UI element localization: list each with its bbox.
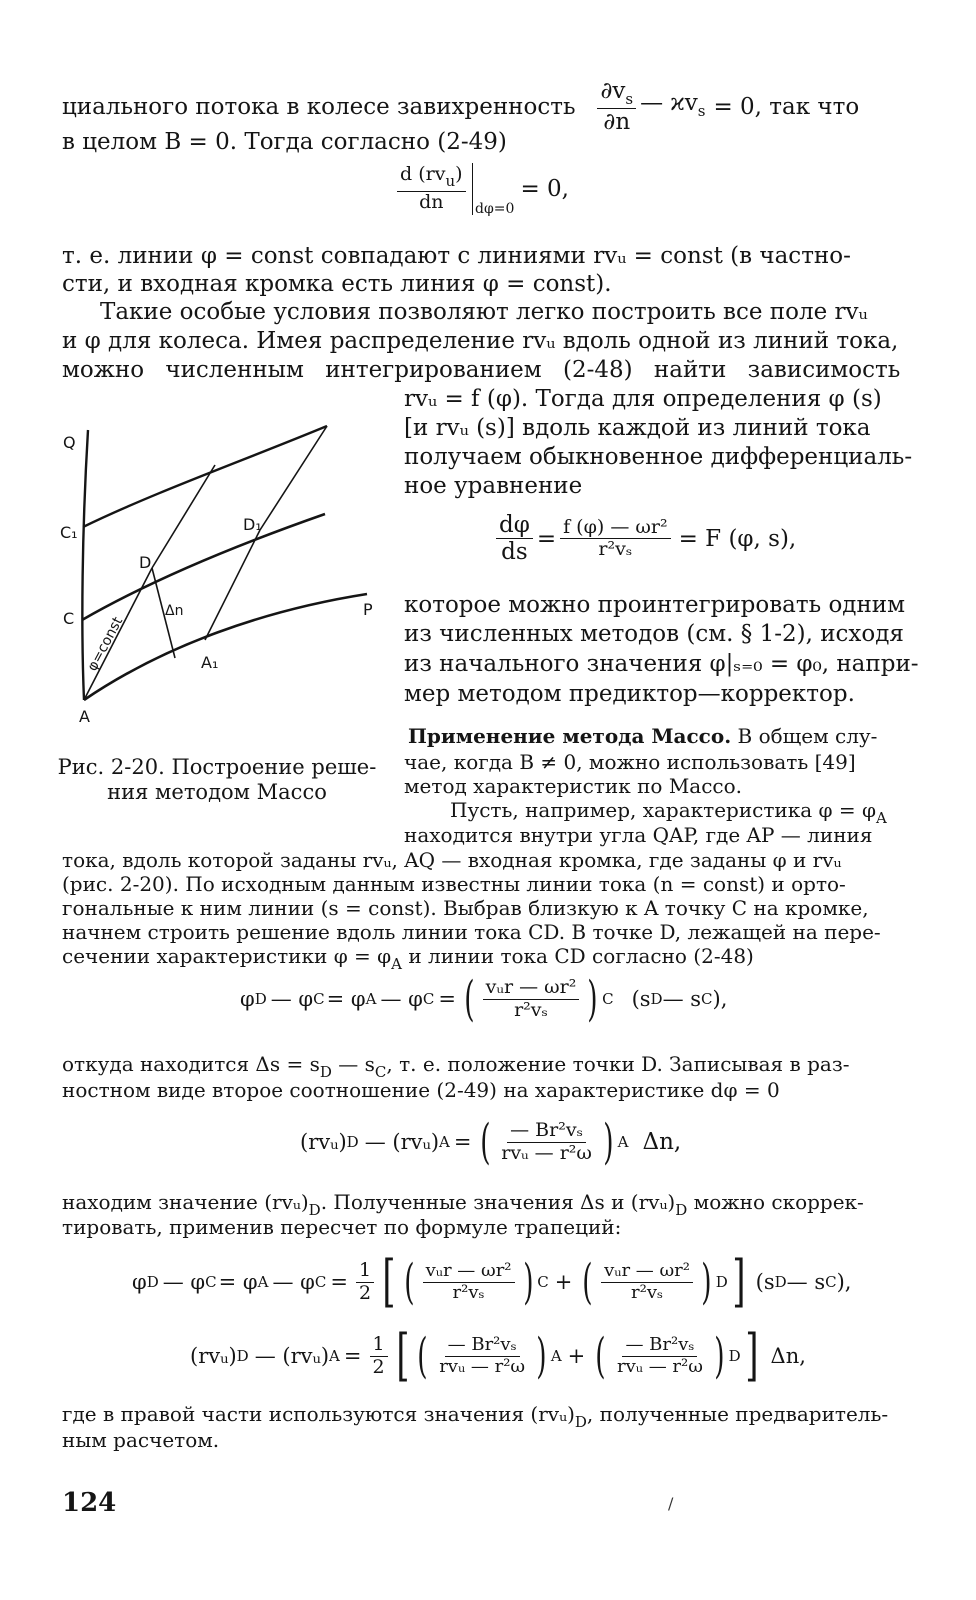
fraction: $\frac{d\varphi}{ds}$ (496, 512, 533, 566)
fraction: $\frac{\text{vᵤr — ωr²}}{\text{r²vₛ}}$ (423, 1261, 515, 1303)
equation: φ D — φ C = φ A — φ C = $\frac{1}{2}$ [ ( $\frac{\text{vᵤr — ωr²}}{\text{r²vₛ}}$ ) C + ( $\frac{\text{vᵤr — ωr²}}{\text{r²vₛ}}$ ) D ] (s D — s C ), (132, 1249, 852, 1314)
text-line: Пусть, например, характеристика $\varphi = \varphi_A$ (450, 798, 887, 827)
fraction: $\frac{1}{2}$ (356, 1260, 374, 1305)
text-line: rvᵤ = f (φ). Тогда для определения φ (s) (404, 386, 882, 412)
text-line: т. е. линии φ = const совпадают с линиями rvᵤ = const (в частно- (62, 243, 851, 269)
text-line: ное уравнение (404, 473, 583, 499)
fraction: $\frac{d (rv_u)}{dn}$ (397, 164, 466, 213)
text-line: получаем обыкновенное дифференциаль- (404, 444, 913, 470)
characteristic-D1-up (260, 426, 327, 530)
fraction: $\frac{\text{f (φ) — ωr²}}{\text{r²vₛ}}$ (560, 517, 670, 562)
equation (393, 163, 569, 215)
figure-caption: Рис. 2-20. Построение реше- ния методом Массо (57, 755, 377, 804)
fraction: $\frac{\text{— Br²vₛ}}{\text{rvᵤ — r²ω}}$ (617, 1333, 703, 1377)
label-phi-const: φ=const (84, 614, 127, 674)
evaluation-bar (472, 163, 474, 215)
label-P: P (363, 600, 373, 619)
text-line: Применение метода Массо. В общем слу- (408, 724, 878, 748)
condition: dφ=0 (475, 201, 515, 217)
section-heading: Применение метода Массо. (408, 724, 732, 748)
text-line: ным расчетом. (62, 1428, 220, 1452)
text-line: (рис. 2-20). По исходным данным известны линии тока (n = const) и орто- (62, 872, 846, 896)
text-line: чае, когда B ≠ 0, можно использовать [49] (404, 750, 856, 774)
text-line: где в правой части используются значения $(rvᵤ)_D$, полученные предваритель- (62, 1402, 889, 1431)
equation: (rvᵤ) D — (rvᵤ) A = $\frac{1}{2}$ [ ( $\frac{\text{— Br²vₛ}}{\text{rvᵤ — r²ω}}$ ) A + ( $\frac{\text{— Br²vₛ}}{\text{rvᵤ — r²ω}}$ ) D ] Δn, (190, 1323, 806, 1388)
inline-fraction: $\frac{\partial v_s}{\partial n}$ (597, 78, 636, 136)
text-line: тока, вдоль которой заданы rvᵤ, AQ — входная кромка, где заданы φ и rvᵤ (62, 848, 842, 872)
label-C: C (63, 609, 75, 628)
text-line: откуда находится $\Delta s = s_D$ — $s_C$, т. е. положение точки D. Записывая в раз- (62, 1052, 850, 1081)
fraction: $\frac{1}{2}$ (370, 1334, 388, 1379)
label-D: D (139, 553, 152, 572)
text-line: находим значение $(rvᵤ)_D$. Полученные значения Δs и $(rvᵤ)_D$ можно скоррек- (62, 1190, 864, 1219)
equation: $\frac{d\varphi}{ds}$ = $\frac{\text{f (φ) — ωr²}}{\text{r²vₛ}}$ = F (φ, s), (492, 512, 796, 566)
label-A1: A₁ (201, 653, 219, 672)
fraction: $\frac{\text{vᵤr — ωr²}}{\text{r²vₛ}}$ (601, 1261, 693, 1303)
text-line: сти, и входная кромка есть линия φ = const). (62, 271, 612, 297)
fraction: $\frac{\text{— Br²vₛ}}{\text{rvᵤ — r²ω}}$ (501, 1118, 592, 1164)
figure-2-20 (55, 410, 395, 740)
label-D1: D₁ (243, 515, 262, 534)
text-line: и φ для колеса. Имея распределение rvᵤ вдоль одной из линий тока, (62, 328, 899, 354)
streamline-AP (84, 594, 367, 700)
text-line: тировать, применив пересчет по формуле трапеций: (62, 1215, 622, 1239)
text-line: сечении характеристики $\varphi = \varphi_A$ и линии тока CD согласно (2-48) (62, 944, 754, 973)
text-line: из численных методов (см. § 1-2), исходя (404, 621, 904, 647)
text-fragment: циального потока в колесе завихренность (62, 93, 576, 120)
text-line: мер методом предиктор—корректор. (404, 681, 855, 707)
equation-rhs: = 0, (520, 176, 569, 202)
fraction: $\frac{\text{vᵤr — ωr²}}{\text{r²vₛ}}$ (483, 977, 580, 1022)
streamline-C1 (83, 426, 327, 527)
text-fragment: — $ϰv_s$ (640, 89, 706, 120)
text-line: из начального значения φ|ₛ₌₀ = φ₀, напри- (404, 651, 919, 677)
equation: (rvᵤ) D — (rvᵤ) A = ( $\frac{\text{— Br²vₛ}}{\text{rvᵤ — r²ω}}$ ) A Δn, (300, 1114, 682, 1170)
stray-mark: / (668, 1494, 674, 1513)
characteristic-A1D1 (205, 530, 260, 640)
text-line: можно численным интегрированием (2-48) найти зависимость (62, 357, 901, 383)
text-line: [и rvᵤ (s)] вдоль каждой из линий тока (404, 415, 871, 441)
text-fragment: = 0, так что (713, 93, 860, 120)
characteristic-D-up (152, 465, 215, 568)
streamline-CD (82, 514, 325, 620)
fraction: $\frac{\text{— Br²vₛ}}{\text{rvᵤ — r²ω}}$ (439, 1333, 526, 1377)
text-line: ностном виде второе соотношение (2-49) на характеристике dφ = 0 (62, 1078, 780, 1102)
text-line: Такие особые условия позволяют легко построить все поле rvᵤ (100, 299, 868, 325)
text-line: начнем строить решение вдоль линии тока CD. В точке D, лежащей на пере- (62, 920, 881, 944)
text-line: гональные к ним линии (s = const). Выбрав близкую к A точку C на кромке, (62, 896, 869, 920)
text-line: находится внутри угла QAP, где AP — линия (404, 823, 873, 847)
label-dn: Δn (165, 603, 184, 619)
label-A: A (79, 707, 90, 726)
equation: φ D — φ C = φ A — φ C = ( $\frac{\text{vᵤr — ωr²}}{\text{r²vₛ}}$ ) C (s D — s C ), (240, 971, 728, 1027)
text-line: метод характеристик по Массо. (404, 774, 743, 798)
label-C1: C₁ (60, 523, 78, 542)
text-line: которое можно проинтегрировать одним (404, 592, 906, 618)
text-line: в целом B = 0. Тогда согласно (2-49) (62, 129, 507, 155)
page-number: 124 (62, 1488, 117, 1518)
label-Q: Q (63, 433, 76, 452)
